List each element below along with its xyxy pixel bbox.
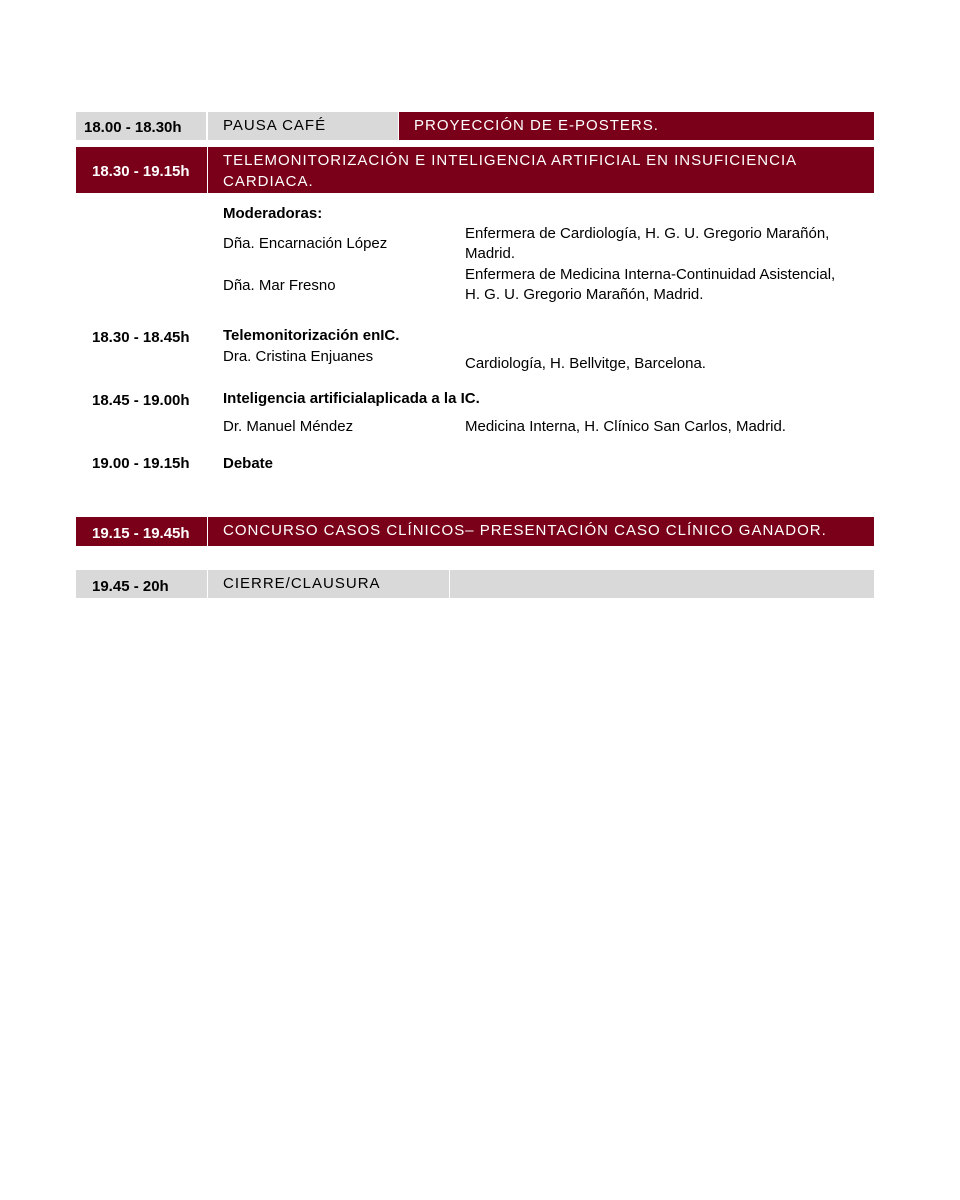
session-title-line1: TELEMONITORIZACIÓN E INTELIGENCIA ARTIFICIAL EN INSUFICIENCIA: [223, 152, 798, 169]
moderator-affiliation: [465, 265, 865, 305]
talk-speaker: Dr. Manuel Méndez: [223, 418, 354, 435]
session-title-line2: CARDIACA.: [223, 173, 314, 190]
talk-affiliation: Medicina Interna, H. Clínico San Carlos, Madrid.: [465, 418, 786, 435]
moderator-affiliation: [465, 224, 865, 264]
concurso-time: 19.15 - 19.45h: [92, 525, 190, 542]
moderator-affiliation-line1: Enfermera de Medicina Interna-Continuidad Asistencial,: [465, 266, 836, 283]
cierre-extra-cell: [450, 570, 874, 598]
talk-title: Telemonitorización enIC.: [223, 327, 400, 344]
talk-time: 19.00 - 19.15h: [92, 455, 190, 472]
talk-time: 18.45 - 19.00h: [92, 392, 190, 409]
pausa-extra: PROYECCIÓN DE E-POSTERS.: [414, 117, 659, 134]
pausa-label: PAUSA CAFÉ: [223, 117, 327, 134]
moderators-heading: Moderadoras:: [223, 205, 323, 222]
talk-time: 18.30 - 18.45h: [92, 329, 190, 346]
concurso-label: CONCURSO CASOS CLÍNICOS– PRESENTACIÓN CASO CLÍNICO GANADOR.: [223, 522, 827, 539]
talk-title: Debate: [223, 455, 274, 472]
moderator-affiliation-line2: H. G. U. Gregorio Marañón, Madrid.: [465, 286, 704, 303]
pausa-time: 18.00 - 18.30h: [84, 119, 182, 136]
talk-title: Inteligencia artificialaplicada a la IC.: [223, 390, 480, 407]
moderator-affiliation-line2: Madrid.: [465, 245, 516, 262]
session-time: 18.30 - 19.15h: [92, 163, 190, 180]
moderator-name: Dña. Mar Fresno: [223, 277, 336, 294]
session-title: [223, 150, 863, 192]
cierre-time: 19.45 - 20h: [92, 578, 169, 595]
moderator-name: Dña. Encarnación López: [223, 235, 388, 252]
talk-speaker: Dra. Cristina Enjuanes: [223, 348, 374, 365]
moderator-affiliation-line1: Enfermera de Cardiología, H. G. U. Gregorio Marañón,: [465, 225, 830, 242]
cierre-label: CIERRE/CLAUSURA: [223, 575, 381, 592]
talk-affiliation: Cardiología, H. Bellvitge, Barcelona.: [465, 355, 706, 372]
